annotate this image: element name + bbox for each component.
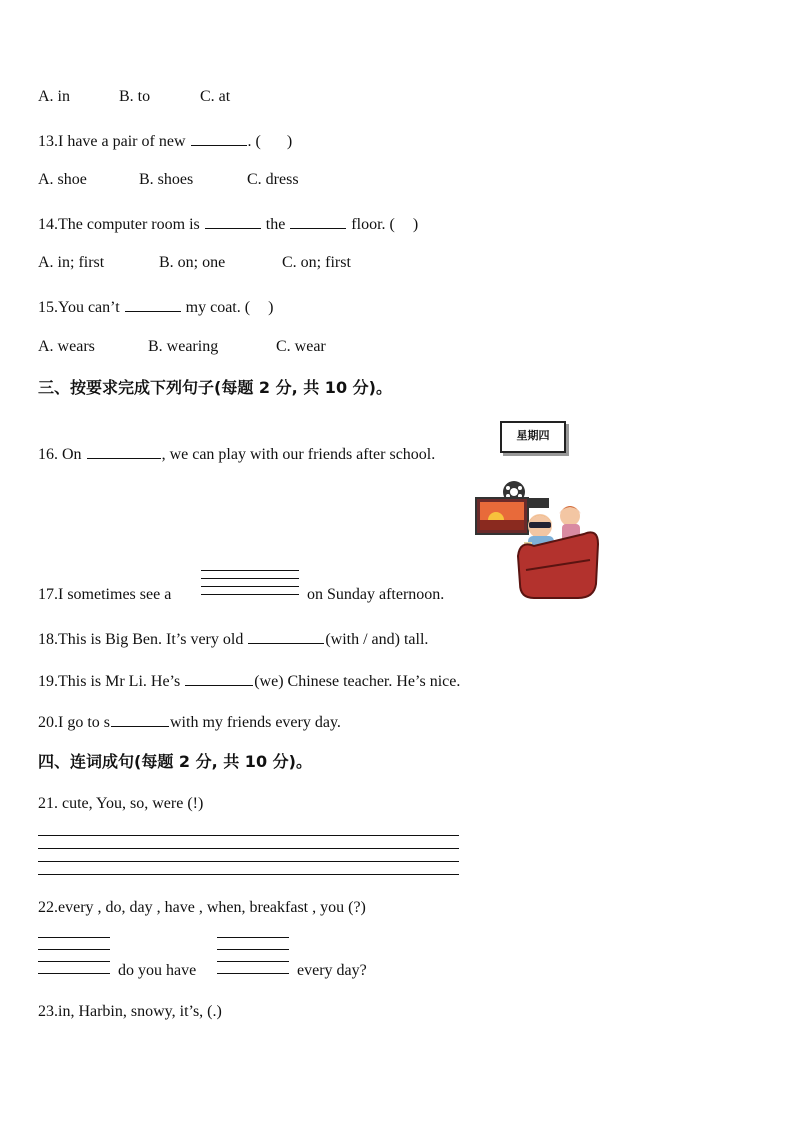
q12-option-c: C. at <box>200 88 231 105</box>
q13-option-c: C. dress <box>247 171 299 188</box>
q14-text: 14.The computer room is <box>38 216 200 233</box>
q14-blank-2[interactable] <box>290 213 346 229</box>
weekday-sign: 星期四 <box>500 421 566 453</box>
q17-answer-lines[interactable] <box>201 570 299 602</box>
q16-text: 16. On <box>38 446 82 463</box>
q14-option-b: B. on; one <box>159 254 226 271</box>
q22-end-text: every day? <box>297 962 367 979</box>
q13-paren-close: ) <box>286 133 293 150</box>
q15-text: 15.You can’t <box>38 299 120 316</box>
q19-blank[interactable] <box>185 670 253 686</box>
q18-blank[interactable] <box>248 628 324 644</box>
q22-answer-lines-2[interactable] <box>217 937 289 981</box>
section-3-title: 三、按要求完成下列句子(每题 2 分, 共 10 分)。 <box>38 378 392 397</box>
q21-answer-lines[interactable] <box>38 835 459 882</box>
question-16 <box>38 443 435 465</box>
q18-text: 18.This is Big Ben. It’s very old <box>38 631 244 648</box>
q22-prompt: 22.every , do, day , have , when, breakfast , you (?) <box>38 899 366 916</box>
movie-screen-icon <box>476 498 528 534</box>
q19-text: 19.This is Mr Li. He’s <box>38 673 181 690</box>
question-19 <box>38 670 460 692</box>
q23-prompt: 23.in, Harbin, snowy, it’s, (.) <box>38 1003 222 1020</box>
question-20 <box>38 711 341 733</box>
q20-text: 20.I go to s <box>38 714 110 731</box>
q21-prompt: 21. cute, You, so, were (!) <box>38 795 204 812</box>
question-15 <box>38 296 273 318</box>
q15-option-a: A. wears <box>38 338 95 355</box>
q15-paren-close: ) <box>268 299 274 316</box>
q18-text-end: (with / and) tall. <box>325 631 429 648</box>
q12-option-b: B. to <box>119 88 151 105</box>
q14-mid-text: the <box>265 216 286 233</box>
q14-option-a: A. in; first <box>38 254 105 271</box>
q13-blank[interactable] <box>191 130 247 146</box>
q14-paren-close: ) <box>412 216 419 233</box>
q20-blank[interactable] <box>111 711 169 727</box>
question-13 <box>38 130 292 152</box>
question-14 <box>38 213 418 235</box>
q14-option-c: C. on; first <box>282 254 351 271</box>
q19-text-end: (we) Chinese teacher. He’s nice. <box>254 673 461 690</box>
section-4-title: 四、连词成句(每题 2 分, 共 10 分)。 <box>38 752 312 771</box>
q15-paren-open: my coat. ( <box>185 299 251 316</box>
q12-option-a: A. in <box>38 88 70 105</box>
q15-option-c: C. wear <box>276 338 326 355</box>
q17-text-end: on Sunday afternoon. <box>307 586 445 603</box>
question-18 <box>38 628 428 650</box>
q15-option-b: B. wearing <box>148 338 219 355</box>
cinema-illustration <box>474 480 604 602</box>
q13-paren-open: . ( <box>247 133 261 150</box>
q13-option-b: B. shoes <box>139 171 194 188</box>
q13-text: 13.I have a pair of new <box>38 133 186 150</box>
q14-paren-open: floor. ( <box>351 216 395 233</box>
q15-blank[interactable] <box>125 296 181 312</box>
q22-mid-text: do you have <box>118 962 197 979</box>
q16-blank[interactable] <box>87 443 161 459</box>
q22-answer-lines-1[interactable] <box>38 937 110 981</box>
q13-option-a: A. shoe <box>38 171 87 188</box>
q14-blank-1[interactable] <box>205 213 261 229</box>
q16-text-end: , we can play with our friends after school. <box>161 446 436 463</box>
q20-text-end: with my friends every day. <box>170 714 341 731</box>
q17-text: 17.I sometimes see a <box>38 586 172 603</box>
